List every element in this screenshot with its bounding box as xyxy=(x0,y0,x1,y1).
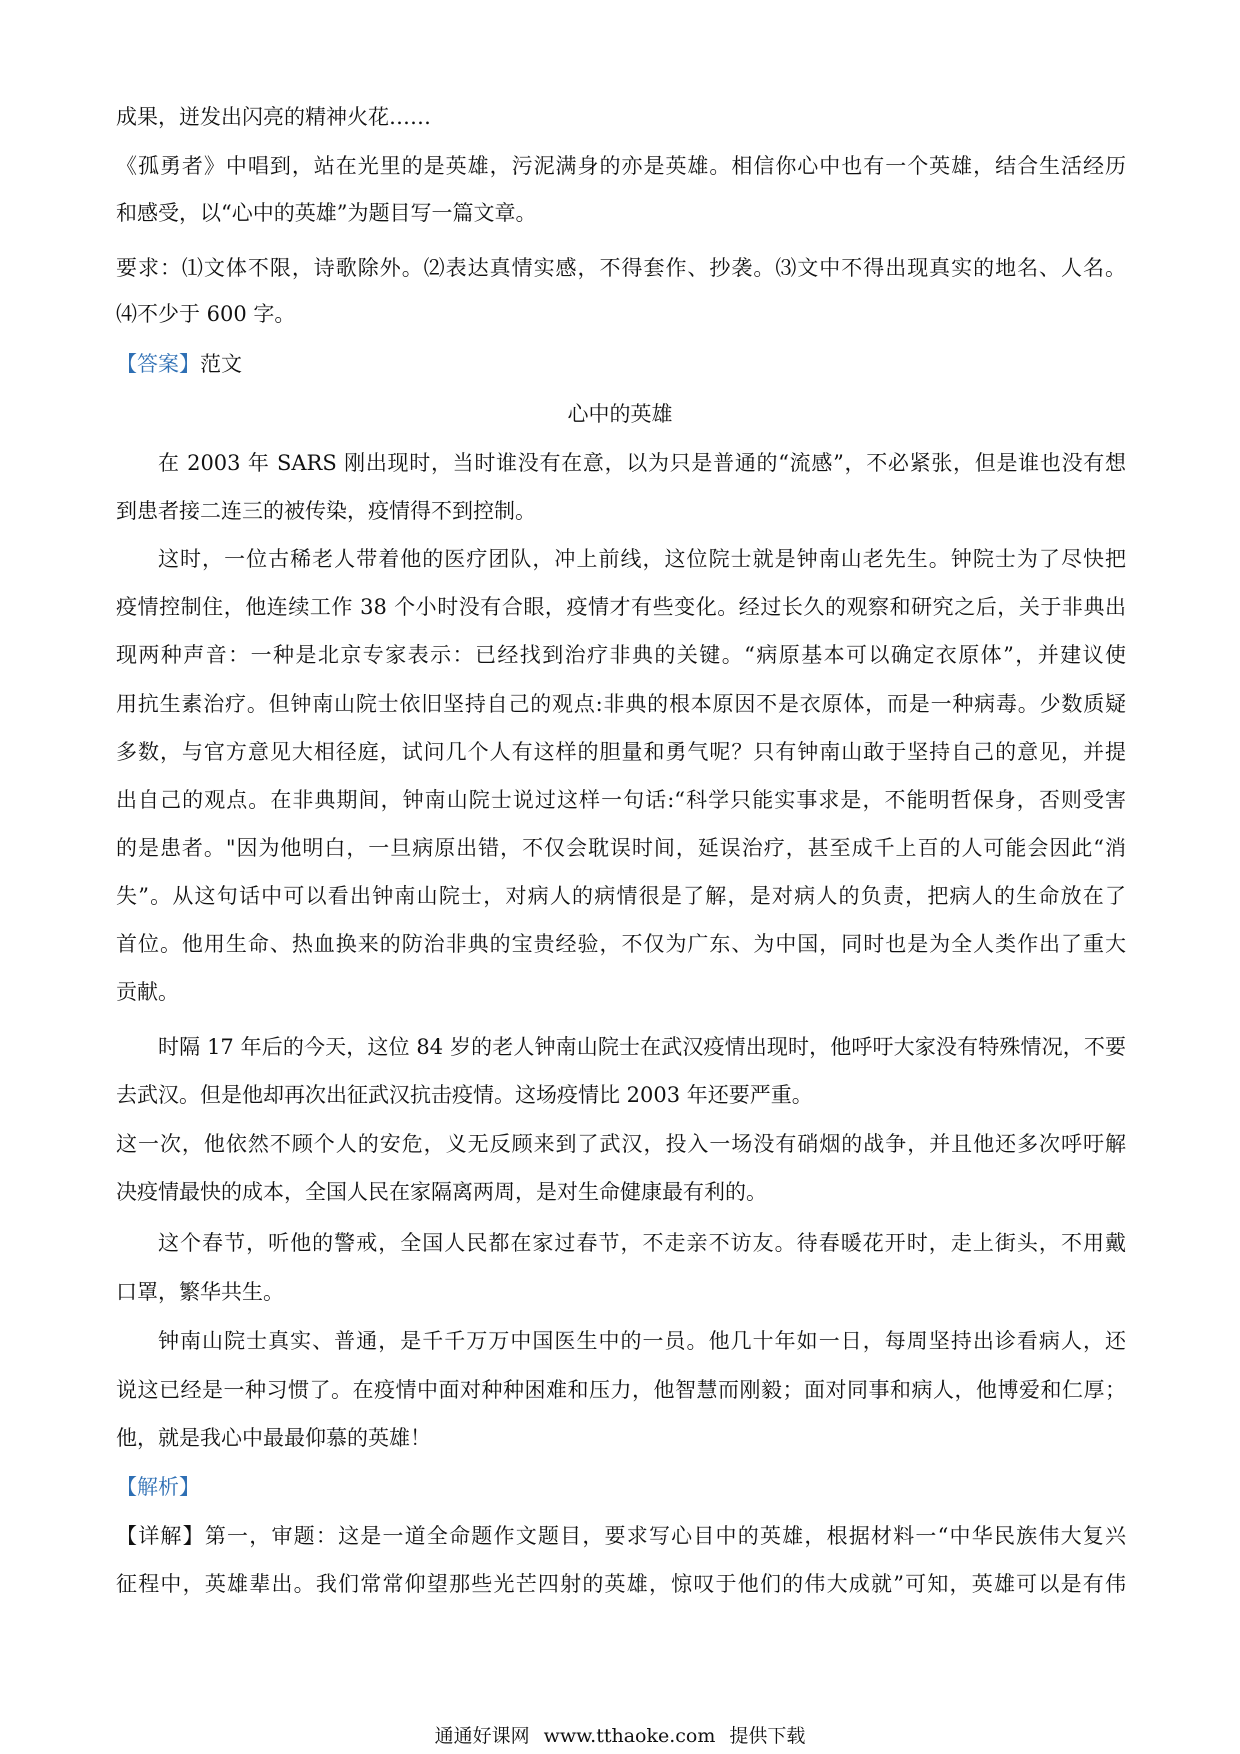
essay-line: 贡献。 xyxy=(116,980,179,1004)
essay-line: 去武汉。但是他却再次出征武汉抗击疫情。这场疫情比 2003 年还要严重。 xyxy=(116,1083,813,1107)
essay-line: 在 2003 年 SARS 刚出现时，当时谁没有在意，以为只是普通的“流感”，不必紧张，但是谁也没有想 xyxy=(158,451,1126,475)
essay-line: 首位。他用生命、热血换来的防治非典的宝贵经验，不仅为广东、为中国，同时也是为全人类作出了重大 xyxy=(116,932,1126,956)
essay-line: 口罩，繁华共生。 xyxy=(116,1280,284,1304)
footer-site-name: 通通好课网 xyxy=(434,1725,530,1747)
answer-tag: 【答案】 xyxy=(116,352,200,376)
essay-line: 这个春节，听他的警戒，全国人民都在家过春节，不走亲不访友。待春暖花开时，走上街头，不用戴 xyxy=(158,1231,1126,1255)
essay-line: 多数，与官方意见大相径庭，试问几个人有这样的胆量和勇气呢？只有钟南山敢于坚持自己的意见，并提 xyxy=(116,740,1126,764)
essay-line: 钟南山院士真实、普通，是千千万万中国医生中的一员。他几十年如一日，每周坚持出诊看病人，还 xyxy=(158,1329,1126,1353)
essay-line: 用抗生素治疗。但钟南山院士依旧坚持自己的观点:非典的根本原因不是衣原体，而是一种病毒。少数质疑 xyxy=(116,692,1126,716)
footer-suffix: 提供下载 xyxy=(729,1725,806,1747)
analysis-tag: 【解析】 xyxy=(116,1475,200,1499)
prompt-line-5: ⑷不少于 600 字。 xyxy=(116,302,296,326)
essay-line: 的是患者。"因为他明白，一旦病原出错，不仅会耽误时间，延误治疗，甚至成千上百的人可能会因此“消 xyxy=(116,836,1126,860)
prompt-line-4: 要求：⑴文体不限，诗歌除外。⑵表达真情实感，不得套作、抄袭。⑶文中不得出现真实的地名、人名。 xyxy=(116,256,1126,280)
essay-line: 出自己的观点。在非典期间，钟南山院士说过这样一句话:“科学只能实事求是，不能明哲保身，否则受害 xyxy=(116,788,1126,812)
answer-label: 范文 xyxy=(200,352,242,376)
essay-line: 这时，一位古稀老人带着他的医疗团队，冲上前线，这位院士就是钟南山老先生。钟院士为了尽快把 xyxy=(158,547,1126,571)
essay-line: 他，就是我心中最最仰慕的英雄！ xyxy=(116,1426,431,1450)
essay-line: 这一次，他依然不顾个人的安危，义无反顾来到了武汉，投入一场没有硝烟的战争，并且他还多次呼吁解 xyxy=(116,1132,1126,1156)
prompt-line-1: 成果，迸发出闪亮的精神火花…… xyxy=(116,105,431,129)
essay-line: 现两种声音：一种是北京专家表示：已经找到治疗非典的关键。“病原基本可以确定衣原体”，并建议使 xyxy=(116,643,1126,667)
detail-tag: 【详解】 xyxy=(116,1524,205,1548)
detail-line-2: 征程中，英雄辈出。我们常常仰望那些光芒四射的英雄，惊叹于他们的伟大成就”可知，英雄可以是有伟 xyxy=(116,1572,1126,1596)
page-footer xyxy=(0,1722,1240,1750)
prompt-line-2: 《孤勇者》中唱到，站在光里的是英雄，污泥满身的亦是英雄。相信你心中也有一个英雄，结合生活经历 xyxy=(116,154,1126,178)
footer-url[interactable]: www.tthaoke.com xyxy=(543,1725,716,1747)
prompt-line-3: 和感受，以“心中的英雄”为题目写一篇文章。 xyxy=(116,201,537,225)
essay-title: 心中的英雄 xyxy=(567,402,673,426)
analysis-heading xyxy=(116,1471,1126,1503)
essay-line: 到患者接二连三的被传染，疫情得不到控制。 xyxy=(116,499,536,523)
answer-heading xyxy=(116,348,1126,380)
detail-text-1: 第一，审题：这是一道全命题作文题目，要求写心目中的英雄，根据材料一“中华民族伟大复兴 xyxy=(204,1524,1127,1548)
essay-line: 时隔 17 年后的今天，这位 84 岁的老人钟南山院士在武汉疫情出现时，他呼吁大家没有特殊情况，不要 xyxy=(158,1035,1126,1059)
essay-line: 说这已经是一种习惯了。在疫情中面对种种困难和压力，他智慧而刚毅；面对同事和病人，他博爱和仁厚； xyxy=(116,1378,1126,1402)
essay-line: 失”。从这句话中可以看出钟南山院士，对病人的病情很是了解，是对病人的负责，把病人的生命放在了 xyxy=(116,884,1126,908)
essay-line: 疫情控制住，他连续工作 38 个小时没有合眼，疫情才有些变化。经过长久的观察和研究之后，关于非典出 xyxy=(116,595,1126,619)
essay-line: 决疫情最快的成本，全国人民在家隔离两周，是对生命健康最有利的。 xyxy=(116,1180,767,1204)
detail-line-1 xyxy=(116,1520,1126,1552)
